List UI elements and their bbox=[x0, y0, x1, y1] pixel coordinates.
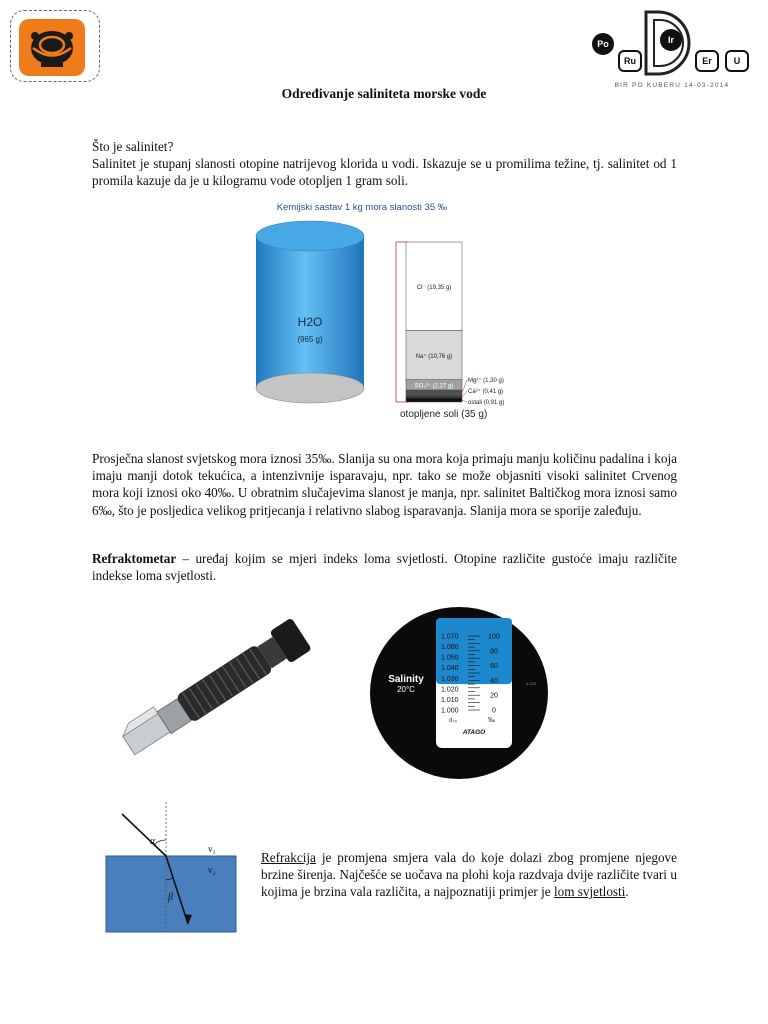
stack-segment-0 bbox=[406, 398, 462, 402]
scale-left-value-0: 1.070 bbox=[441, 633, 459, 641]
scale-right-unit: ‰ bbox=[488, 717, 495, 724]
salt-stack bbox=[406, 242, 462, 402]
serial-number: 4-333 bbox=[525, 681, 537, 686]
scale-left-value-3: 1.040 bbox=[441, 665, 459, 673]
stack-label: otopljene soli (35 g) bbox=[400, 409, 488, 420]
stack-segment-1 bbox=[406, 396, 462, 398]
scale-right-value-1: 80 bbox=[490, 648, 498, 656]
logo-element-4: Er bbox=[702, 56, 712, 66]
water-cylinder bbox=[256, 221, 364, 403]
refractometer-definition: – uređaj kojim se mjeri indeks loma svjetlosti. Otopine različite gustoće imaju različite indekse loma svjetlosti. bbox=[92, 551, 677, 584]
stack-label-5: ostali (0,91 g) bbox=[468, 400, 505, 406]
globe-icon bbox=[19, 19, 85, 76]
water-value-label: (965 g) bbox=[297, 335, 323, 344]
scale-right-value-5: 0 bbox=[492, 707, 496, 715]
refractometer-image bbox=[104, 606, 328, 772]
scale-left-value-5: 1.020 bbox=[441, 686, 459, 694]
v1-label: v₁ bbox=[208, 844, 216, 854]
stack-label-4: Ca²⁺ (0,41 g) bbox=[468, 389, 504, 395]
logo-tile bbox=[19, 19, 85, 76]
logo-element-1: Po bbox=[597, 39, 609, 49]
stack-segment-2 bbox=[406, 390, 462, 396]
intro-text: Salinitet je stupanj slanosti otopine natrijevog klorida u vodi. Iskazuje se u promilima težine, tj. salinitet od 1 promila kazuje da je u kilogramu vode otopljen 1 gram soli. bbox=[92, 156, 677, 189]
refractometer-term: Refraktometar bbox=[92, 551, 177, 566]
logo-caption: BIR PO KUBERU 14-03-2014 bbox=[614, 82, 730, 89]
logo-element-5: U bbox=[733, 56, 741, 66]
scale-left-value-7: 1.000 bbox=[441, 707, 459, 715]
refraction-diagram bbox=[104, 800, 240, 936]
refraction-definition: je promjena smjera vala do koje dolazi zbog promjene njegove brzine širenja. Najčešće se uočava na plohi koja razdvaja dvije različite tvari u kojima je brzina vala različita, a najpoznatiji primjer je bbox=[261, 850, 677, 900]
salinity-paragraph: Prosječna slanost svjetskog mora iznosi 35‰. Slanija su ona mora koja primaju manju količinu padalina i koja imaju manji dotok tekućica, a intenzivnije isparavaju, npr. tako se može objasniti visoki salinitet Crvenog mora koji iznosi oko 40‰. U obratnim slučajevima slanost je manja, npr. salinitet Baltičkog mora iznosi samo 6‰, što je posljedica velikog pritjecanja i relativno slabog isparavanja. Slanija mora se sporije zaleđuju. bbox=[92, 451, 677, 518]
scale-title: Salinity bbox=[388, 674, 424, 685]
lom-svjetlosti-link[interactable]: lom svjetlosti bbox=[553, 884, 626, 900]
scale-left-value-6: 1.010 bbox=[441, 696, 459, 704]
stack-label-3: Mg²⁺ (1,30 g) bbox=[468, 378, 504, 384]
school-logo bbox=[10, 10, 100, 82]
scale-right-value-0: 100 bbox=[488, 633, 500, 641]
scale-temperature: 20°C bbox=[397, 685, 415, 694]
scale-right-value-4: 20 bbox=[490, 692, 498, 700]
scale-left-value-4: 1.030 bbox=[441, 675, 459, 683]
intro-section bbox=[92, 138, 677, 190]
stack-label-1: Na⁺ (10,76 g) bbox=[415, 354, 453, 361]
logo-element-3: Ru bbox=[624, 56, 636, 66]
refractometer-scale-view bbox=[368, 606, 550, 780]
v2-label: v₂ bbox=[208, 865, 216, 875]
angle-alpha-label: α bbox=[150, 836, 156, 847]
angle-beta-label: β bbox=[168, 892, 173, 903]
event-logo bbox=[584, 6, 760, 92]
refrakcija-link[interactable]: Refrakcija bbox=[261, 850, 316, 865]
stack-label-0: Cl⁻ (19,35 g) bbox=[416, 285, 452, 292]
refraction-paragraph bbox=[261, 849, 677, 901]
scale-left-value-1: 1.060 bbox=[441, 644, 459, 652]
document-title: Određivanje saliniteta morske vode bbox=[281, 86, 487, 101]
stack-label-2: SO₄²⁻ (2,27 g) bbox=[414, 383, 454, 390]
water-label: H2O bbox=[297, 315, 323, 329]
refraction-end: . bbox=[625, 884, 629, 900]
intro-question: Što je salinitet? bbox=[92, 139, 174, 154]
refractometer-paragraph bbox=[92, 550, 677, 584]
scale-left-unit: d₂₀ bbox=[449, 718, 458, 724]
brand-label: ATAGO bbox=[462, 729, 486, 736]
scale-left-value-2: 1.050 bbox=[441, 654, 459, 662]
logo-element-2: Ir bbox=[667, 35, 675, 45]
scale-right-value-3: 40 bbox=[490, 677, 498, 685]
scale-right-value-2: 60 bbox=[490, 663, 498, 671]
composition-chart bbox=[248, 198, 520, 422]
chart-title: Kemijski sastav 1 kg mora slanosti 35 ‰ bbox=[276, 202, 448, 213]
